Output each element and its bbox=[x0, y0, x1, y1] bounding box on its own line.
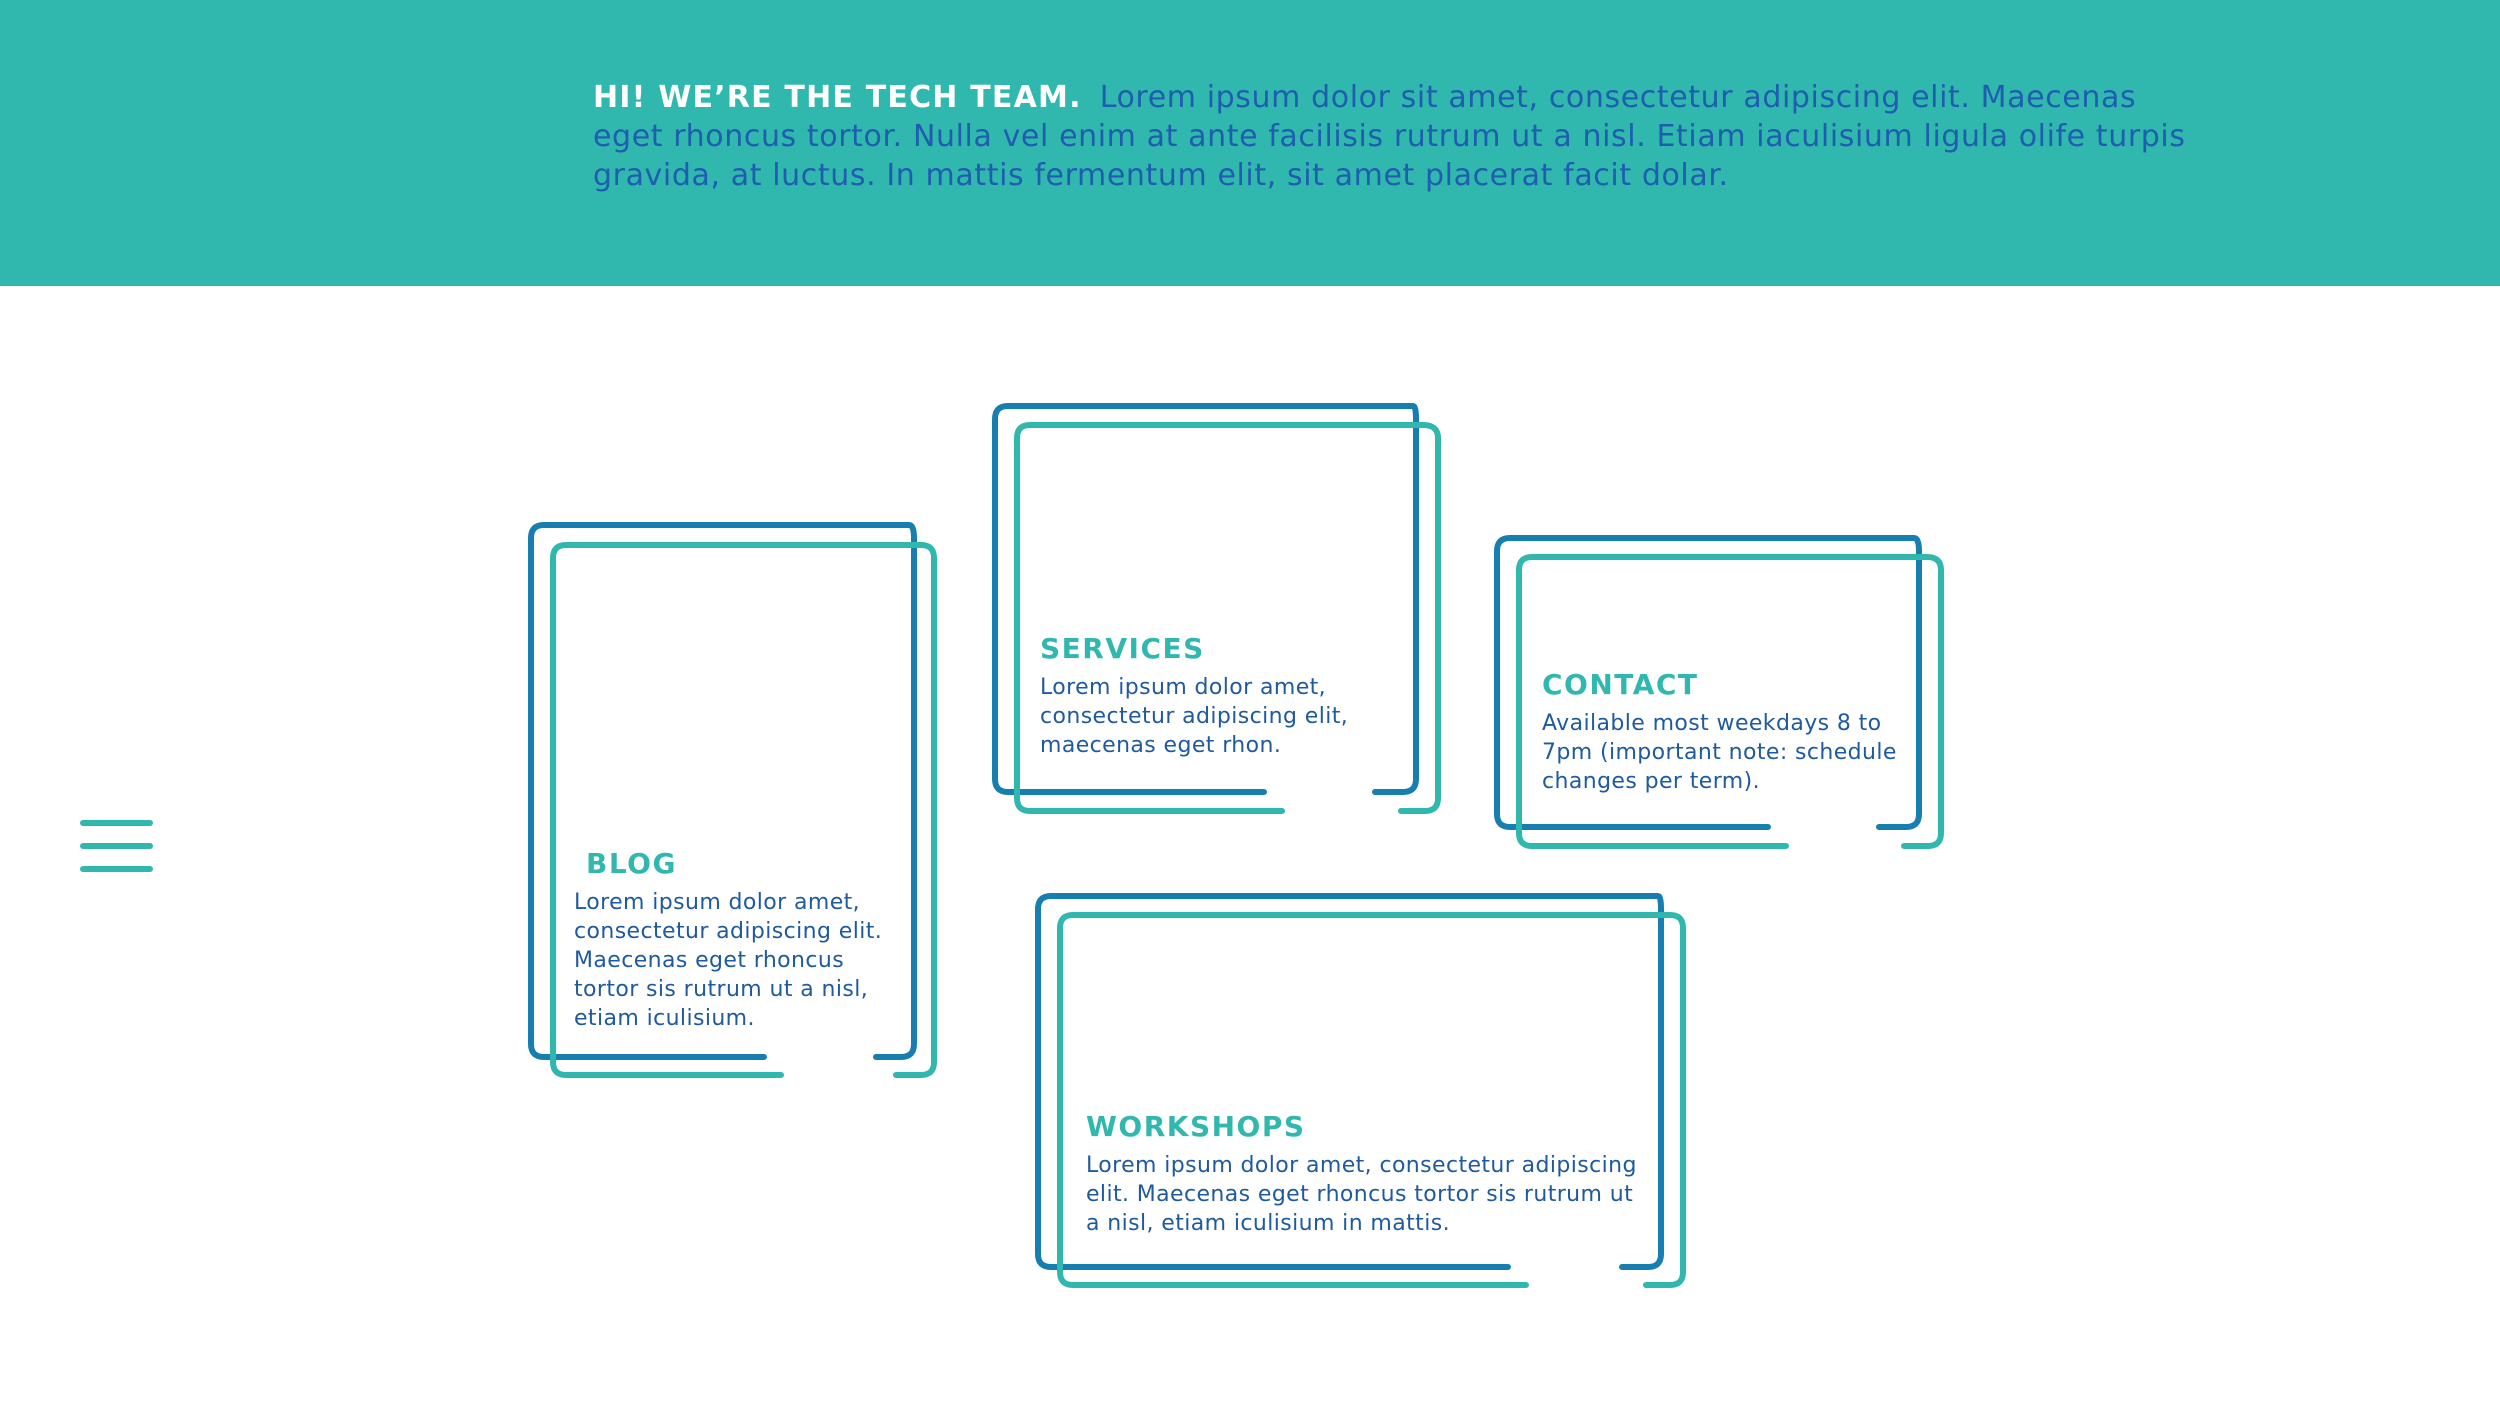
card-services-description: Lorem ipsum dolor amet, consectetur adipiscing elit, maecenas eget rhon. bbox=[1040, 675, 1349, 758]
hero-banner bbox=[0, 0, 2500, 286]
card-workshops-description: Lorem ipsum dolor amet, consectetur adipiscing elit. Maecenas eget rhoncus tortor sis rutrum ut a nisl, etiam iculisium in mattis. bbox=[1086, 1153, 1637, 1236]
card-contact[interactable] bbox=[1494, 535, 1946, 851]
card-workshops-title: WORKSHOPS bbox=[1086, 1110, 1306, 1143]
menu-line bbox=[80, 820, 153, 826]
hero-text bbox=[593, 78, 2213, 195]
card-blog-description: Lorem ipsum dolor amet, consectetur adipiscing elit. Maecenas eget rhoncus tortor sis rutrum ut a nisl, etiam iculisium. bbox=[574, 890, 883, 1031]
card-blog[interactable] bbox=[528, 522, 938, 1078]
card-contact-title: CONTACT bbox=[1542, 668, 1699, 701]
card-contact-description: Available most weekdays 8 to 7pm (important note: schedule changes per term). bbox=[1542, 711, 1897, 794]
hamburger-menu-icon[interactable] bbox=[80, 818, 153, 874]
menu-line bbox=[80, 866, 153, 872]
hero-body: Lorem ipsum dolor sit amet, consectetur adipiscing elit. Maecenas eget rhoncus tortor. Nulla vel enim at ante facilisis rutrum ut a nisl. Etiam iaculisium ligula olife turpis gravida, at luctus. In mattis fermentum elit, sit amet placerat facit dolar. bbox=[593, 80, 2186, 193]
card-services[interactable] bbox=[992, 403, 1442, 815]
card-blog-title: BLOG bbox=[586, 847, 677, 880]
card-workshops[interactable] bbox=[1035, 893, 1689, 1291]
menu-line bbox=[80, 843, 153, 849]
hero-heading: HI! WE’RE THE TECH TEAM. bbox=[593, 80, 1082, 115]
card-services-title: SERVICES bbox=[1040, 632, 1205, 665]
